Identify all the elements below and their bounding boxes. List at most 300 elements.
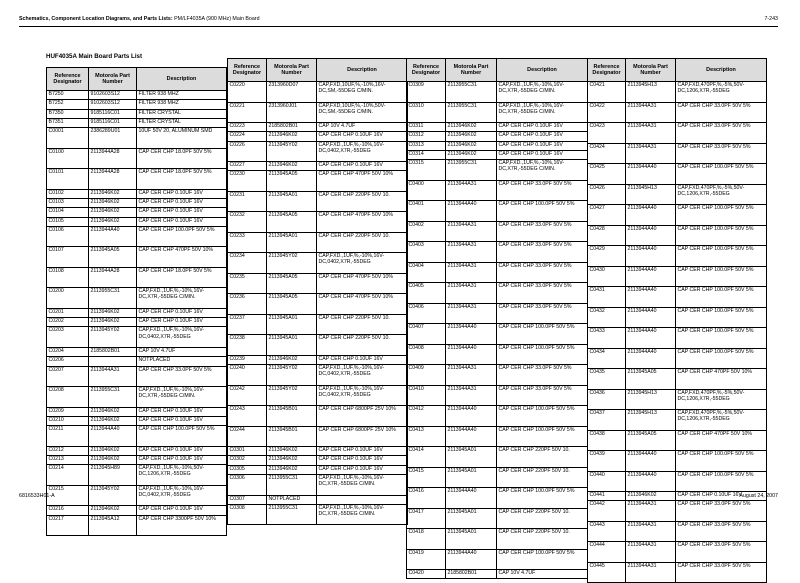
reference-designator: C0240 (228, 365, 267, 386)
table-row (47, 267, 227, 288)
part-number: 2113946K02 (89, 189, 137, 198)
description: CAP CER CHP 0.10UF 16V (676, 492, 767, 501)
table-row (407, 132, 588, 141)
table-row (407, 283, 588, 304)
table-row (588, 287, 767, 308)
reference-designator: C0244 (228, 426, 267, 447)
table-row (407, 242, 588, 263)
part-number: 2386289U01 (89, 128, 137, 149)
reference-designator: C0302 (228, 456, 267, 465)
description: CAP,FXD.,1UF,%,-10%,50V-DC,1206,X7R,-55DEG (137, 465, 227, 486)
description: CAP CER CHP 220PF 50V 10. (317, 191, 408, 212)
column-header-reference: Reference Designator (228, 59, 267, 82)
reference-designator: C0100 (47, 148, 89, 169)
part-number: 2113946K02 (267, 465, 317, 474)
table-row (47, 288, 227, 309)
reference-designator: C0236 (228, 294, 267, 315)
description: CAP CER CHP 33.0PF 50V 5% (676, 143, 767, 164)
description: CAP CER CHP 6800PF 25V 10% (317, 426, 408, 447)
part-number: 2113946K02 (446, 132, 497, 141)
part-number: 2113944A31 (626, 102, 676, 123)
reference-designator: C0438 (588, 430, 626, 451)
page-header (19, 16, 260, 22)
table-row (228, 314, 408, 335)
reference-designator: C0314 (407, 150, 446, 159)
table-row (407, 221, 588, 242)
table-row (47, 485, 227, 506)
column-header-description: Description (676, 59, 767, 82)
table-row (47, 387, 227, 408)
table-row (407, 262, 588, 283)
table-row (407, 82, 588, 103)
description: CAP CER CHP 100.0PF 50V 5% (497, 488, 588, 509)
reference-designator: C0237 (228, 314, 267, 335)
part-number: 2113945H13 (626, 410, 676, 431)
description: CAP CER CHP 100.0PF 50V 5% (137, 226, 227, 247)
table-row (47, 465, 227, 486)
description: CAP,FXD.,1UF,%,-10%,16V-DC,X7R,-55DEG C/MIN. (497, 160, 588, 181)
description: CAP CER CHP 100.0PF 50V 5% (676, 266, 767, 287)
description: CAP CER CHP 0.10UF 16V (317, 456, 408, 465)
reference-designator: C0230 (228, 171, 267, 192)
description: CAP,FXD.,1UF,%,-10%,16V-DC,0402,X7R,-55DEG (137, 327, 227, 348)
description: CAP CER CHP 33.0PF 50V 5% (497, 283, 588, 304)
reference-designator: C0203 (47, 327, 89, 348)
description: CAP CER CHP 470PF 50V 10% (137, 247, 227, 268)
table-row (47, 118, 227, 127)
table-row (407, 160, 588, 181)
reference-designator: C0434 (588, 348, 626, 369)
reference-designator: C0424 (588, 143, 626, 164)
table-row (228, 212, 408, 233)
description: CAP CER CHP 3300PF 50V 10% (137, 515, 227, 536)
part-number: 2113946K02 (89, 198, 137, 207)
reference-designator: C0307 (228, 495, 267, 504)
part-number: 2113944A31 (446, 242, 497, 263)
table-row (47, 169, 227, 190)
description: CAP CER CHP 33.0PF 50V 5% (497, 365, 588, 386)
table-row (47, 347, 227, 356)
reference-designator: C0442 (588, 501, 626, 522)
reference-designator: C0105 (47, 217, 89, 226)
table-row (47, 366, 227, 387)
table-row (588, 328, 767, 349)
reference-designator: C0440 (588, 471, 626, 492)
part-number: 2113946K02 (89, 416, 137, 425)
reference-designator: C0214 (47, 465, 89, 486)
description: CAP CER CHP 0.10UF 16V (137, 217, 227, 226)
section-title: HUF4035A Main Board Parts List (46, 53, 143, 60)
table-row (47, 455, 227, 464)
table-row (588, 542, 767, 563)
part-number: 2113945A05 (89, 247, 137, 268)
description: CAP CER CHP 33.0PF 50V 5% (676, 542, 767, 563)
part-number: 2113946K02 (89, 208, 137, 217)
part-number: 2113946K02 (267, 355, 317, 364)
part-number: 9185116C01 (89, 118, 137, 127)
reference-designator: C0412 (407, 406, 446, 427)
part-number: 2113944A40 (626, 348, 676, 369)
reference-designator: C0212 (47, 446, 89, 455)
table-row (588, 184, 767, 205)
description: CAP CER CHP 100.0PF 50V 5% (676, 307, 767, 328)
description: CAP,FXD.,1UF,%,-10%,16V-DC,X7R,-55DEG C/MIN. (317, 475, 408, 496)
reference-designator: C0417 (407, 508, 446, 529)
table-row (407, 488, 588, 509)
reference-designator: C0402 (407, 221, 446, 242)
description: CAP CER CHP 0.10UF 16V (317, 132, 408, 141)
reference-designator: C0308 (228, 504, 267, 525)
part-number: 2113944A28 (89, 169, 137, 190)
table-row (228, 456, 408, 465)
part-number: 2113945Y02 (267, 253, 317, 274)
part-number: 2113944A28 (89, 148, 137, 169)
table-row (47, 128, 227, 149)
column-header-reference: Reference Designator (588, 59, 626, 82)
table-row (407, 529, 588, 550)
description: CAP CER CHP 100.0PF 50V 5% (497, 426, 588, 447)
description: FILTER 938 MHZ (137, 100, 227, 109)
reference-designator: C0232 (228, 212, 267, 233)
reference-designator: C0445 (588, 562, 626, 583)
table-row (47, 100, 227, 109)
description: CAP CER CHP 0.10UF 16V (137, 416, 227, 425)
header-rule (19, 26, 778, 27)
description: CAP,FXD.,1UF,%,-10%,16V-DC,X7R,-55DEG C/MIN. (497, 102, 588, 123)
part-number: 2113946K02 (89, 308, 137, 317)
reference-designator: C0312 (407, 132, 446, 141)
description: CAP,FXD.,1UF,%,-10%,16V-DC,0402,X7R,-55DEG (137, 485, 227, 506)
table-row (228, 365, 408, 386)
part-number: 2113945Y02 (267, 385, 317, 406)
parts-table (227, 58, 408, 525)
table-row (47, 426, 227, 447)
part-number: 2113944A40 (446, 201, 497, 222)
page-number: 7-243 (764, 16, 778, 22)
table-row (407, 201, 588, 222)
part-number: 2113946K02 (89, 217, 137, 226)
table-row (228, 504, 408, 525)
table-row (588, 369, 767, 390)
reference-designator: C0202 (47, 318, 89, 327)
part-number: 2113944A31 (626, 143, 676, 164)
part-number: 2113946K02 (89, 407, 137, 416)
table-row (228, 273, 408, 294)
part-number: 2113945Y02 (89, 327, 137, 348)
table-row (47, 407, 227, 416)
reference-designator: C0404 (407, 262, 446, 283)
reference-designator: C0243 (228, 406, 267, 427)
table-row (588, 521, 767, 542)
table-row (47, 91, 227, 100)
description: CAP,FXD,470PF,%,-5%,50V-DC,1206,X7R,-55DEG (676, 389, 767, 410)
reference-designator: C0416 (407, 488, 446, 509)
part-number: 2313960D07 (267, 82, 317, 103)
reference-designator: C0204 (47, 347, 89, 356)
part-number: 2113945A05 (626, 430, 676, 451)
description: CAP CER CHP 0.10UF 16V (317, 447, 408, 456)
table-row (228, 355, 408, 364)
description: FILTER CRYSTAL (137, 118, 227, 127)
reference-designator: C0431 (588, 287, 626, 308)
table-row (407, 150, 588, 159)
part-number: 2113945A01 (446, 529, 497, 550)
reference-designator: B7351 (47, 118, 89, 127)
reference-designator: C0221 (228, 102, 267, 123)
part-number: 2113945Y02 (267, 365, 317, 386)
parts-table (46, 67, 227, 536)
header-subtitle: PM/LF4035A (900 MHz) Main Board (174, 16, 260, 22)
reference-designator: C0422 (588, 102, 626, 123)
reference-designator: C0408 (407, 344, 446, 365)
description: CAP CER CHP 33.0PF 50V 5% (497, 221, 588, 242)
description: CAP,FXD.,1UF,%,-10%,16V-DC,X7R,-55DEG C/MIN. (137, 288, 227, 309)
reference-designator: C0235 (228, 273, 267, 294)
table-row (228, 232, 408, 253)
part-number: 2113944A40 (626, 328, 676, 349)
description: CAP,FXD.,1UF,%,-10%,16V-DC,0402,X7R,-55DEG (317, 385, 408, 406)
reference-designator: C0444 (588, 542, 626, 563)
table-row (588, 82, 767, 103)
table-row (47, 416, 227, 425)
part-number: 2113944A31 (446, 262, 497, 283)
part-number: 2113944A40 (446, 406, 497, 427)
description: CAP CER CHP 0.10UF 16V (137, 198, 227, 207)
part-number: 2113945A01 (267, 191, 317, 212)
column-header-part-number: Motorola Part Number (89, 68, 137, 91)
table-row (228, 447, 408, 456)
reference-designator: C0103 (47, 198, 89, 207)
reference-designator: C0413 (407, 426, 446, 447)
part-number: 2113944A40 (446, 488, 497, 509)
part-number: 2113945A05 (267, 294, 317, 315)
table-row (588, 266, 767, 287)
table-row (228, 406, 408, 427)
column-header-part-number: Motorola Part Number (446, 59, 497, 82)
column-header-description: Description (317, 59, 408, 82)
part-number: 2113944A31 (446, 221, 497, 242)
part-number: 2185802B01 (89, 347, 137, 356)
reference-designator: C0213 (47, 455, 89, 464)
table-row (407, 570, 588, 579)
description: CAP CER CHP 33.0PF 50V 5% (137, 366, 227, 387)
reference-designator: C0426 (588, 184, 626, 205)
part-number: 2113946K02 (446, 150, 497, 159)
reference-designator: C0430 (588, 266, 626, 287)
reference-designator: C0311 (407, 123, 446, 132)
part-number: 2113945A05 (267, 171, 317, 192)
table-row (47, 109, 227, 118)
part-number: 2113945A01 (446, 467, 497, 488)
part-number: NOTPLACED (267, 495, 317, 504)
parts-table (406, 58, 588, 579)
reference-designator: C0443 (588, 521, 626, 542)
reference-designator: C0233 (228, 232, 267, 253)
description: CAP CER CHP 0.10UF 16V (137, 308, 227, 317)
reference-designator: C0108 (47, 267, 89, 288)
description: CAP CER CHP 33.0PF 50V 5% (676, 102, 767, 123)
reference-designator: C0210 (47, 416, 89, 425)
table-row (407, 180, 588, 201)
description: CAP CER CHP 220PF 50V 10. (317, 335, 408, 356)
description: CAP,FXD,10UF,%,-10%,50V-DC,SM,-55DEG C/MIN. (317, 102, 408, 123)
description: CAP,FXD.,1UF,%,-10%,16V-DC,0402,X7R,-55DEG (317, 141, 408, 162)
reference-designator: C0001 (47, 128, 89, 149)
table-row (588, 123, 767, 144)
reference-designator: C0418 (407, 529, 446, 550)
part-number: 9102603S12 (89, 100, 137, 109)
description: CAP,FXD.,1UF,%,-10%,16V-DC,X7R,-55DEG C/MIN. (497, 82, 588, 103)
reference-designator: C0211 (47, 426, 89, 447)
reference-designator: C0227 (228, 162, 267, 171)
table-row (588, 307, 767, 328)
reference-designator: C0238 (228, 335, 267, 356)
document-date: August 24, 2007 (739, 493, 778, 499)
description: CAP CER CHP 33.0PF 50V 5% (497, 242, 588, 263)
part-number: 2113945B01 (267, 406, 317, 427)
table-row (47, 446, 227, 455)
table-row (588, 348, 767, 369)
reference-designator: C0301 (228, 447, 267, 456)
description: CAP CER CHP 0.10UF 16V (137, 446, 227, 455)
part-number: 2113945Y02 (267, 141, 317, 162)
table-row (588, 225, 767, 246)
part-number: 2113946K02 (267, 456, 317, 465)
part-number: 2113955C31 (267, 504, 317, 525)
description: CAP,FXD.,1UF,%,-10%,16V-DC,0402,X7R,-55DEG (317, 365, 408, 386)
description (317, 495, 408, 504)
parts-table (587, 58, 767, 583)
table-row (588, 471, 767, 492)
description: CAP CER CHP 0.10UF 16V (137, 455, 227, 464)
reference-designator: C0102 (47, 189, 89, 198)
table-row (228, 141, 408, 162)
description: CAP,FXD.,1UF,%,-10%,16V-DC,X7R,-55DEG C/MIN. (317, 504, 408, 525)
reference-designator: C0239 (228, 355, 267, 364)
description: CAP CER CHP 33.0PF 50V 5% (497, 262, 588, 283)
part-number: 2113955C31 (446, 102, 497, 123)
part-number: 2113946K02 (89, 318, 137, 327)
description: CAP CER CHP 220PF 50V 10. (497, 447, 588, 468)
reference-designator: B7350 (47, 109, 89, 118)
part-number: 2113945H13 (626, 184, 676, 205)
reference-designator: C0435 (588, 369, 626, 390)
reference-designator: C0420 (407, 570, 446, 579)
part-number: 2113944A40 (446, 426, 497, 447)
reference-designator: C0305 (228, 465, 267, 474)
description: CAP CER CHP 100.0PF 50V 5% (676, 164, 767, 185)
table-row (228, 82, 408, 103)
reference-designator: C0436 (588, 389, 626, 410)
part-number: 2113944A40 (626, 205, 676, 226)
reference-designator: C0216 (47, 506, 89, 515)
description: CAP CER CHP 33.0PF 50V 5% (497, 385, 588, 406)
description: 10UF 50V 20, ALUMINUM SMD (137, 128, 227, 149)
description: CAP CER CHP 33.0PF 50V 5% (497, 180, 588, 201)
description: CAP CER CHP 0.10UF 16V (497, 150, 588, 159)
part-number: 2113945A05 (626, 369, 676, 390)
reference-designator: C0403 (407, 242, 446, 263)
part-number: 2113944A40 (626, 266, 676, 287)
part-number: 9102603S12 (89, 91, 137, 100)
reference-designator: C0423 (588, 123, 626, 144)
reference-designator: C0313 (407, 141, 446, 150)
description: CAP CER CHP 18.0PF 50V 5% (137, 148, 227, 169)
column-header-reference: Reference Designator (47, 68, 89, 91)
description: CAP 10V 4.7UF (497, 570, 588, 579)
description: CAP,FXD,10UF,%,-10%,16V-DC,SM,-55DEG C/MIN. (317, 82, 408, 103)
table-row (47, 217, 227, 226)
description: CAP CER CHP 0.10UF 16V (137, 318, 227, 327)
description: CAP CER CHP 6800PF 25V 10% (317, 406, 408, 427)
table-row (588, 102, 767, 123)
description: CAP CER CHP 470PF 50V 10% (317, 294, 408, 315)
part-number: 2113944A40 (626, 225, 676, 246)
table-row (407, 303, 588, 324)
description: CAP,FXD,470PF,%,-5%,50V-DC,1206,X7R,-55DEG (676, 184, 767, 205)
reference-designator: C0206 (47, 357, 89, 366)
reference-designator: C0208 (47, 387, 89, 408)
description: CAP,FXD.,1UF,%,-10%,16V-DC,X7R,-55DEG C/MIN. (137, 387, 227, 408)
part-number: 2185802B01 (446, 570, 497, 579)
description: CAP CER CHP 100.0PF 50V 5% (676, 348, 767, 369)
reference-designator: C0432 (588, 307, 626, 328)
reference-designator: C0428 (588, 225, 626, 246)
reference-designator: C0401 (407, 201, 446, 222)
reference-designator: C0226 (228, 141, 267, 162)
reference-designator: C0439 (588, 451, 626, 472)
description: CAP CER CHP 0.10UF 16V (317, 465, 408, 474)
part-number: 2113945Y02 (89, 485, 137, 506)
part-number: 2113945H13 (626, 389, 676, 410)
document-number: 6816533H01-A (19, 493, 55, 499)
description: CAP CER CHP 18.0PF 50V 5% (137, 267, 227, 288)
table-row (228, 465, 408, 474)
description: CAP CER CHP 100.0PF 50V 5% (676, 471, 767, 492)
part-number: 2113945H13 (626, 82, 676, 103)
table-row (407, 467, 588, 488)
description: CAP CER CHP 100.0PF 50V 5% (497, 201, 588, 222)
description: CAP CER CHP 100.0PF 50V 5% (137, 426, 227, 447)
table-row (47, 506, 227, 515)
table-row (588, 562, 767, 583)
table-row (228, 495, 408, 504)
table-row (228, 294, 408, 315)
description: CAP CER CHP 470PF 50V 10% (317, 212, 408, 233)
description: CAP CER CHP 100.0PF 50V 5% (497, 344, 588, 365)
column-header-description: Description (137, 68, 227, 91)
part-number: 2113944A31 (626, 562, 676, 583)
table-row (228, 132, 408, 141)
part-number: 2113955C31 (446, 160, 497, 181)
part-number: 2113944A40 (89, 226, 137, 247)
reference-designator: C0224 (228, 132, 267, 141)
part-number: 2113945H89 (89, 465, 137, 486)
table-row (47, 308, 227, 317)
description: CAP CER CHP 220PF 50V 10. (497, 508, 588, 529)
reference-designator: C0234 (228, 253, 267, 274)
description: CAP CER CHP 0.10UF 16V (137, 506, 227, 515)
description: NOTPLACED (137, 357, 227, 366)
part-number: 2113945A01 (267, 335, 317, 356)
part-number: 2113944A31 (446, 303, 497, 324)
table-row (228, 162, 408, 171)
part-number: 2113944A31 (626, 521, 676, 542)
reference-designator: C0409 (407, 365, 446, 386)
table-row (47, 515, 227, 536)
reference-designator: C0315 (407, 160, 446, 181)
description: CAP CER CHP 470PF 50V 10% (676, 430, 767, 451)
